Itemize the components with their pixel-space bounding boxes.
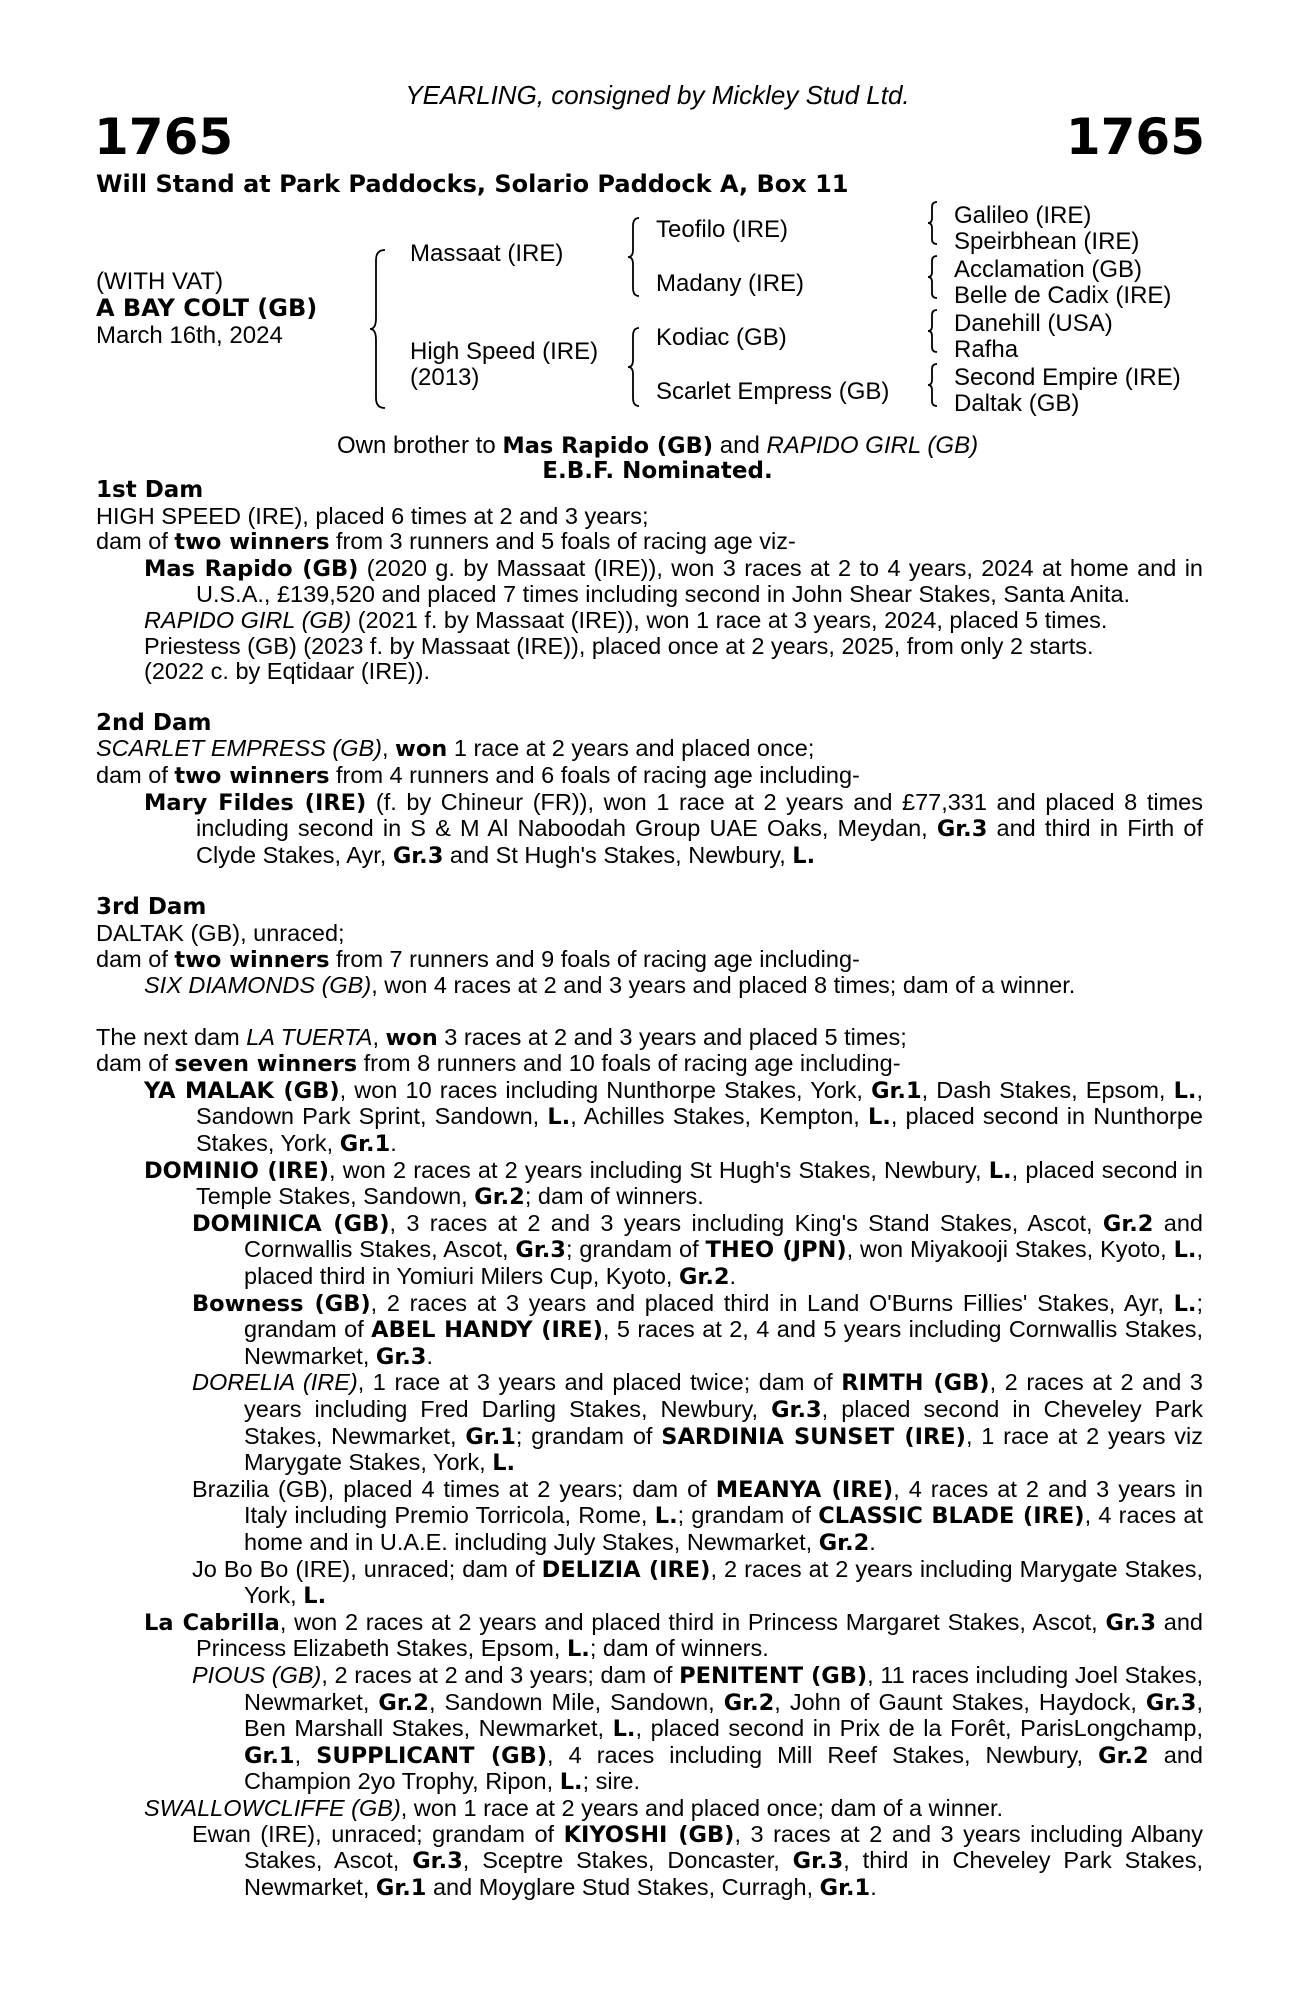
pedigree-brace-g2 [926,254,940,300]
sire-name: Massaat (IRE) [410,240,564,267]
ancestor-8: Daltak (GB) [954,390,1080,417]
fourth-dam-produce-summary: dam of seven winners from 8 runners and 10 foals of racing age including- [96,1050,901,1078]
grand-produce-entry: Jo Bo Bo (IRE), unraced; dam of DELIZIA (IRE), 2 races at 2 years including Marygate Stakes, York, L. [192,1555,1203,1610]
fourth-dam-line: The next dam LA TUERTA, won 3 races at 2 and 3 years and placed 5 times; [96,1023,907,1051]
produce-entry: Mary Fildes (IRE) (f. by Chineur (FR)), won 1 race at 2 years and £77,331 and placed 8 times including second in S & M Al Naboodah Group UAE Oaks, Meydan, Gr.3 and third in Firth of Clyde Stakes, Ayr, Gr.3 and St Hugh's Stakes, Newbury, L. [144,788,1203,869]
second-dam-line: SCARLET EMPRESS (GB), won 1 race at 2 years and placed once; [96,735,815,763]
second-dam-produce-summary: dam of two winners from 4 runners and 6 foals of racing age including- [96,761,860,789]
pedigree-brace-g1 [926,200,940,246]
grand-produce-entry: Brazilia (GB), placed 4 times at 2 years; dam of MEANYA (IRE), 4 races at 2 and 3 years in Italy including Premio Torricola, Rome, L.; grandam of CLASSIC BLADE (IRE), 4 races at home and in U.A.E. including July Stakes, Newmarket, Gr.2. [192,1475,1204,1556]
grand-produce-entry: Bowness (GB), 2 races at 3 years and placed third in Land O'Burns Fillies' Stakes, Ayr, L.; grandam of ABEL HANDY (IRE), 5 races at 2, 4 and 5 years including Cornwallis Stakes, Newmarket, Gr.3. [192,1289,1204,1370]
dam-year: (2013) [410,364,480,391]
ancestor-5: Danehill (USA) [954,310,1113,337]
lot-number-right: 1765 [1065,108,1205,166]
horse-name: A BAY COLT (GB) [96,294,318,322]
pedigree-brace-sire [626,216,642,298]
vat-note: (WITH VAT) [96,268,224,295]
third-dam-heading: 3rd Dam [96,894,207,921]
produce-entry: La Cabrilla, won 2 races at 2 years and placed third in Princess Margaret Stakes, Ascot, Gr.3 and Princess Elizabeth Stakes, Epsom, L.; dam of winners. [144,1608,1203,1663]
first-dam-produce-summary: dam of two winners from 3 runners and 5 foals of racing age viz- [96,528,796,556]
produce-entry: SIX DIAMONDS (GB), won 4 races at 2 and 3 years and placed 8 times; dam of a winner. [144,972,1076,999]
sibling-note: Own brother to Mas Rapido (GB) and RAPIDO GIRL (GB) [336,432,979,459]
grand-produce-entry: DORELIA (IRE), 1 race at 3 years and placed twice; dam of RIMTH (GB), 2 races at 2 and 3 years including Fred Darling Stakes, Newbury, Gr.3, placed second in Cheveley Park Stakes, Newmarket, Gr.1; grandam of SARDINIA SUNSET (IRE), 1 race at 2 years viz Marygate Stakes, York, L. [192,1369,1203,1477]
lot-number-left: 1765 [94,108,234,166]
third-dam-produce-summary: dam of two winners from 7 runners and 9 foals of racing age including- [96,945,860,973]
produce-entry: Priestess (GB) (2023 f. by Massaat (IRE)), placed once at 2 years, 2025, from only 2 starts. [144,632,1094,659]
ancestor-7: Second Empire (IRE) [954,364,1181,391]
ebf-nominated: E.B.F. Nominated. [542,458,773,484]
produce-entry: DOMINIO (IRE), won 2 races at 2 years including St Hugh's Stakes, Newbury, L., placed second in Temple Stakes, Sandown, Gr.2; dam of winners. [144,1156,1203,1211]
produce-entry: YA MALAK (GB), won 10 races including Nunthorpe Stakes, York, Gr.1, Dash Stakes, Epsom, L., Sandown Park Sprint, Sandown, L., Achilles Stakes, Kempton, L., placed second in Nunthorpe Stakes, York, Gr.1. [144,1076,1204,1158]
grand-produce-entry: PIOUS (GB), 2 races at 2 and 3 years; dam of PENITENT (GB), 11 races including Joel Stakes, Newmarket, Gr.2, Sandown Mile, Sandown, Gr.2, John of Gaunt Stakes, Haydock, Gr.3, Ben Marshall Stakes, Newmarket, L., placed second in Prix de la Forêt, ParisLongchamp, Gr.1, SUPPLICANT (GB), 4 races including Mill Reef Stakes, Newbury, Gr.2 and Champion 2yo Trophy, Ripon, L.; sire. [192,1661,1203,1796]
dam-sire-name: Kodiac (GB) [656,324,787,351]
pedigree-brace-g4 [926,362,940,408]
ancestor-6: Rafha [954,336,1019,363]
ancestor-4: Belle de Cadix (IRE) [954,282,1172,309]
foaling-date: March 16th, 2024 [96,322,283,349]
grand-produce-entry: Ewan (IRE), unraced; grandam of KIYOSHI (GB), 3 races at 2 and 3 years including Albany Stakes, Ascot, Gr.3, Sceptre Stakes, Doncaster, Gr.3, third in Cheveley Park Stakes, Newmarket, Gr.1 and Moyglare Stud Stakes, Curragh, Gr.1. [192,1820,1204,1901]
sire-sire-name: Teofilo (IRE) [656,216,789,243]
dam-dam-name: Scarlet Empress (GB) [656,378,890,405]
first-dam-heading: 1st Dam [96,477,204,503]
first-dam-line: HIGH SPEED (IRE), placed 6 times at 2 and 3 years; [96,502,649,529]
consignor-subtitle: YEARLING, consigned by Mickley Stud Ltd. [405,80,910,110]
dam-name: High Speed (IRE) [410,338,599,365]
produce-entry: (2022 c. by Eqtidaar (IRE)). [144,658,431,685]
grand-produce-entry: DOMINICA (GB), 3 races at 2 and 3 years including King's Stand Stakes, Ascot, Gr.2 and Cornwallis Stakes, Ascot, Gr.3; grandam of THEO (JPN), won Miyakooji Stakes, Kyoto, L., placed third in Yomiuri Milers Cup, Kyoto, Gr.2. [192,1209,1203,1291]
produce-entry: RAPIDO GIRL (GB) (2021 f. by Massaat (IRE)), won 1 race at 3 years, 2024, placed 5 times. [144,606,1108,633]
produce-record [96,478,1203,1901]
produce-entry: Mas Rapido (GB) (2020 g. by Massaat (IRE)), won 3 races at 2 to 4 years, 2024 at home and in U.S.A., £139,520 and placed 7 times including second in John Shear Stakes, Santa Anita. [144,554,1203,608]
ancestor-2: Speirbhean (IRE) [954,228,1140,255]
ancestor-1: Galileo (IRE) [954,202,1092,229]
sire-dam-name: Madany (IRE) [656,270,805,297]
ancestor-3: Acclamation (GB) [954,256,1143,283]
pedigree-brace-dam [626,326,642,408]
pedigree-brace-main [368,248,388,410]
second-dam-heading: 2nd Dam [96,709,212,736]
pedigree-brace-g3 [926,308,940,354]
stand-location: Will Stand at Park Paddocks, Solario Paddock A, Box 11 [96,170,849,198]
produce-entry: SWALLOWCLIFFE (GB), won 1 race at 2 years and placed once; dam of a winner. [144,1794,1004,1821]
third-dam-line: DALTAK (GB), unraced; [96,919,345,946]
